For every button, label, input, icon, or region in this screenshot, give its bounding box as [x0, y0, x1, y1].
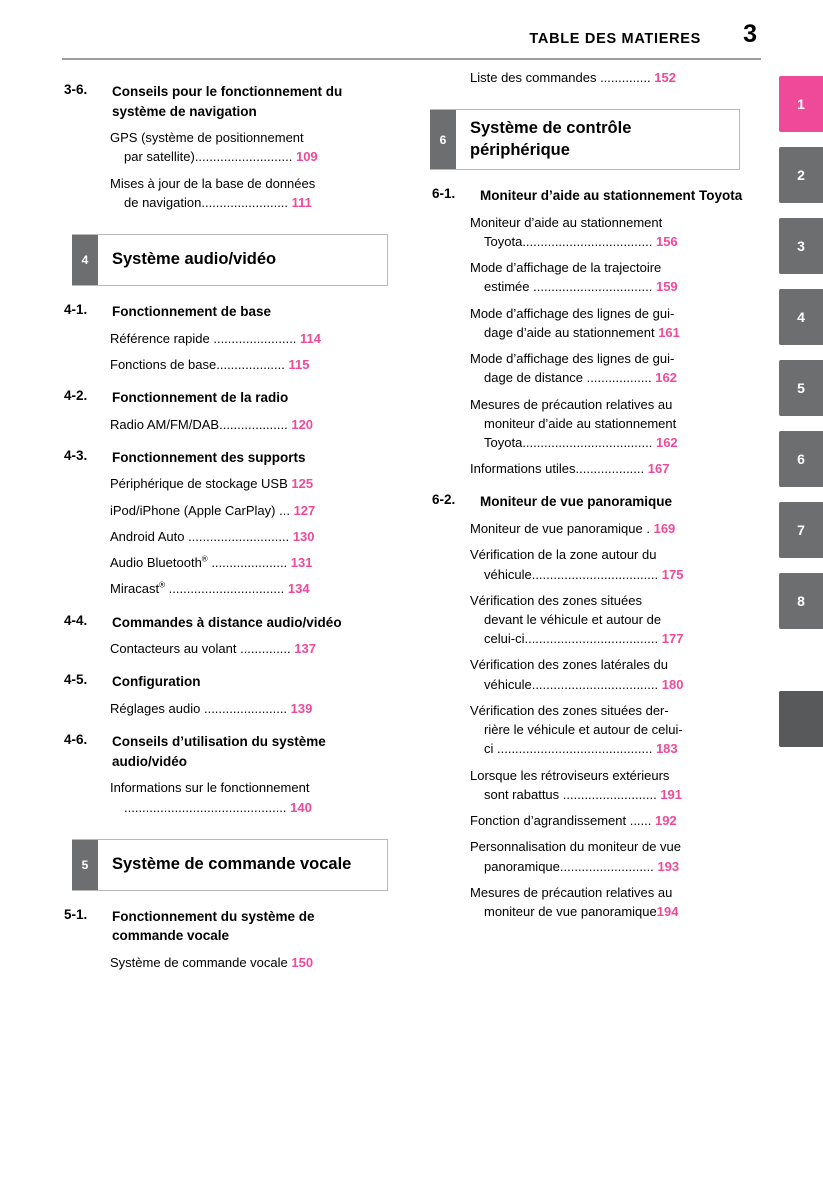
chapter-tab-index[interactable] — [779, 691, 823, 747]
subsection-4-5-number: 4-5. — [64, 672, 88, 688]
leader-dots: .......................... — [559, 786, 657, 802]
toc-entry[interactable] — [470, 258, 756, 296]
leader-dots: ............................ — [184, 528, 290, 544]
chapter-heading-4[interactable] — [72, 234, 388, 286]
subsection-6-1 — [430, 186, 756, 206]
subsection-4-6-title: Conseils d’utilisation du système audio/vidéo — [112, 734, 326, 769]
toc-entry-page[interactable]: 125 — [291, 476, 314, 492]
leader-dots: ................... — [216, 356, 285, 372]
leader-dots: .............. — [236, 641, 291, 657]
toc-entry[interactable] — [470, 655, 756, 693]
toc-entry-page[interactable]: 109 — [295, 149, 318, 165]
toc-entry[interactable] — [110, 474, 388, 493]
toc-entry-text-cont: dage de distance — [484, 370, 584, 386]
toc-entry-page[interactable]: 194 — [656, 904, 679, 920]
subsection-6-1-number: 6-1. — [432, 186, 456, 202]
toc-entry-text: Liste des commandes — [470, 70, 597, 85]
leader-dots: ........................ — [201, 194, 289, 210]
toc-entry-page[interactable]: 177 — [661, 631, 684, 647]
toc-entry-text: Vérification de la zone autour du — [470, 547, 657, 563]
header-divider — [62, 58, 761, 60]
chapter-tab-2-label: 2 — [797, 167, 805, 183]
toc-entry-text-cont: véhicule — [484, 566, 532, 582]
chapter-tab-4-label: 4 — [797, 309, 805, 325]
toc-entry[interactable] — [470, 766, 756, 804]
subsection-5-1-title: Fonctionnement du système de commande vocale — [112, 908, 315, 944]
subsection-4-3 — [62, 448, 388, 468]
chapter-heading-5-number: 5 — [72, 840, 98, 890]
toc-entry[interactable] — [470, 837, 756, 875]
subsection-3-6 — [62, 82, 388, 121]
leader-dots: ................... — [219, 416, 288, 432]
leader-dots: .................. — [583, 370, 652, 386]
leader-dots: .................................... — [522, 233, 653, 249]
subsection-4-4-title: Commandes à distance audio/vidéo — [112, 614, 342, 630]
chapter-tab-1-label: 1 — [797, 96, 805, 112]
toc-entry-text-cont2: Toyota — [484, 435, 523, 451]
subsection-4-6-number: 4-6. — [64, 732, 88, 748]
toc-entry-text: Mesures de précaution relatives au — [470, 884, 673, 900]
subsection-4-2 — [62, 388, 388, 408]
toc-entry-page[interactable]: 162 — [655, 370, 677, 386]
toc-entry[interactable] — [470, 701, 756, 759]
chapter-tab-8[interactable] — [779, 573, 823, 629]
chapter-heading-4-number: 4 — [72, 235, 98, 285]
page-header — [62, 20, 761, 56]
toc-entry-page[interactable]: 140 — [290, 799, 312, 815]
toc-entry-text: GPS (système de positionnement — [110, 130, 304, 146]
toc-entry-text: Miracast® — [110, 581, 166, 597]
toc-entry-text: Référence rapide — [110, 330, 210, 346]
toc-entry-text-cont2: celui-ci — [484, 631, 525, 647]
toc-entry-text: Lorsque les rétroviseurs extérieurs — [470, 767, 670, 783]
toc-entry-text: Vérification des zones situées der- — [470, 702, 669, 718]
toc-entry[interactable] — [470, 591, 756, 649]
toc-entry-page[interactable]: 159 — [655, 279, 678, 295]
toc-entry-page[interactable]: 120 — [291, 416, 314, 432]
toc-entry[interactable] — [470, 68, 756, 87]
toc-entry-page[interactable]: 183 — [655, 741, 678, 757]
subsection-4-2-title: Fonctionnement de la radio — [112, 390, 289, 406]
toc-entry-text: Réglages audio — [110, 700, 201, 716]
subsection-3-6-title: Conseils pour le fonctionnement du système de navigation — [112, 84, 343, 119]
subsection-4-6 — [62, 732, 388, 771]
toc-entry-text-cont: devant le véhicule et autour de — [484, 611, 662, 627]
toc-entry-text: Informations sur le fonctionnement — [110, 780, 310, 796]
subsection-6-2-number: 6-2. — [432, 492, 456, 508]
toc-entry-text: Vérification des zones latérales du — [470, 657, 669, 673]
toc-entry[interactable] — [110, 639, 388, 658]
chapter-tab-rail — [775, 76, 823, 762]
toc-entry-page[interactable]: 115 — [288, 356, 310, 372]
toc-entry[interactable] — [110, 553, 388, 572]
toc-entry[interactable] — [470, 395, 756, 453]
toc-entry-page[interactable]: 111 — [291, 194, 312, 210]
subsection-4-3-title: Fonctionnement des supports — [112, 449, 306, 465]
toc-entry-text: Personnalisation du moniteur de vue — [470, 839, 682, 855]
subsection-6-2 — [430, 492, 756, 512]
leader-dots: ................................ — [165, 581, 285, 597]
toc-entry[interactable] — [110, 174, 388, 212]
toc-entry[interactable] — [470, 883, 756, 921]
leader-dots: ............................................. — [124, 799, 287, 815]
leader-dots: .......................... — [559, 858, 654, 874]
toc-entry-text-cont: par satellite) — [124, 149, 195, 165]
leader-dots: ................................... — [531, 676, 659, 692]
chapter-heading-4-title: Système audio/vidéo — [112, 250, 277, 269]
leader-dots: ..................... — [207, 555, 288, 571]
toc-entry-page[interactable]: 167 — [647, 461, 670, 477]
toc-entry-text: Audio Bluetooth® — [110, 554, 208, 571]
toc-entry-text: Moniteur de vue panoramique — [470, 521, 643, 537]
toc-entry-text-cont: dage d’aide au stationnement — [484, 324, 655, 340]
chapter-tab-2[interactable] — [779, 147, 823, 203]
leader-dots: ....................... — [209, 330, 297, 346]
leader-dots: .............. — [596, 70, 651, 85]
subsection-4-1-number: 4-1. — [64, 302, 88, 318]
toc-entry-text: Radio AM/FM/DAB — [110, 416, 220, 432]
subsection-4-4 — [62, 613, 388, 633]
subsection-4-2-number: 4-2. — [64, 388, 88, 404]
toc-entry[interactable] — [470, 213, 756, 251]
toc-entry-page[interactable]: 134 — [287, 581, 310, 597]
chapter-tab-6-label: 6 — [797, 451, 805, 467]
toc-entry-text: Système de commande vocale — [110, 954, 288, 970]
chapter-tab-3[interactable] — [779, 218, 823, 274]
toc-entry-text: Vérification des zones situées — [470, 592, 642, 608]
toc-entry[interactable] — [110, 128, 388, 166]
leader-dots: ........................... — [194, 149, 293, 165]
toc-entry-page[interactable]: 192 — [655, 813, 677, 829]
toc-entry-text: Android Auto — [110, 528, 185, 544]
leader-dots: ....................... — [200, 700, 288, 716]
toc-entry[interactable] — [470, 349, 756, 387]
toc-entry-page[interactable]: 156 — [655, 233, 678, 249]
subsection-4-1-title: Fonctionnement de base — [112, 304, 272, 320]
leader-dots: ........................................... — [493, 741, 653, 757]
registered-mark: ® — [159, 581, 166, 591]
subsection-3-6-number: 3-6. — [64, 82, 88, 97]
toc-entry[interactable] — [110, 527, 388, 546]
leader-dots: ................................. — [529, 279, 653, 295]
toc-entry-page[interactable]: 191 — [660, 786, 683, 802]
toc-entry-text-cont: moniteur de vue panoramique — [484, 904, 657, 920]
toc-entry-text: Mode d’affichage des lignes de gui- — [470, 351, 675, 367]
toc-entry[interactable] — [110, 415, 388, 434]
subsection-5-1-number: 5-1. — [64, 906, 88, 922]
page-title: TABLE DES MATIERES — [529, 31, 701, 47]
toc-entry[interactable] — [470, 811, 756, 830]
leader-dots: ................................... — [531, 566, 659, 582]
chapter-tab-5-label: 5 — [797, 380, 805, 396]
leader-dots: ..................................... — [524, 631, 659, 647]
toc-entry-page[interactable]: 175 — [661, 566, 684, 582]
chapter-tab-8-label: 8 — [797, 593, 805, 609]
toc-entry[interactable] — [110, 953, 388, 972]
chapter-heading-6-title: Système de contrôle périphérique — [470, 119, 632, 159]
toc-entry-page[interactable]: 137 — [294, 641, 316, 657]
toc-entry-text-cont: moniteur d’aide au stationnement — [484, 415, 677, 431]
leader-dots: ... — [275, 502, 290, 518]
leader-dots: . — [642, 521, 650, 537]
subsection-4-5-title: Configuration — [112, 674, 201, 690]
toc-entry[interactable] — [470, 519, 756, 538]
chapter-tab-6[interactable] — [779, 431, 823, 487]
toc-left-column — [62, 68, 388, 972]
toc-entry-text: Périphérique de stockage USB — [110, 476, 288, 492]
chapter-tab-1[interactable] — [779, 76, 823, 132]
toc-entry-page[interactable]: 152 — [654, 70, 676, 85]
toc-entry-page[interactable]: 161 — [658, 324, 680, 340]
chapter-heading-6[interactable] — [430, 109, 740, 170]
subsection-6-1-title: Moniteur d’aide au stationnement Toyota — [480, 188, 743, 204]
leader-dots: .................................... — [522, 435, 653, 451]
subsection-4-4-number: 4-4. — [64, 612, 88, 628]
chapter-heading-5[interactable] — [72, 839, 388, 891]
toc-entry-text-cont: panoramique — [484, 858, 560, 874]
toc-entry-page[interactable]: 130 — [292, 528, 315, 544]
toc-entry[interactable] — [110, 579, 388, 598]
toc-entry[interactable] — [110, 501, 388, 520]
toc-right-column — [430, 68, 756, 921]
toc-entry-text: Mises à jour de la base de données — [110, 175, 316, 191]
toc-entry-text-cont: véhicule — [484, 676, 532, 692]
toc-entry-page[interactable]: 127 — [293, 502, 316, 518]
subsection-6-2-title: Moniteur de vue panoramique — [480, 494, 673, 510]
toc-entry-text-cont: Toyota — [484, 233, 523, 249]
subsection-4-3-number: 4-3. — [64, 447, 88, 463]
toc-entry-text-cont: de navigation — [124, 194, 202, 210]
toc-entry-page[interactable]: 162 — [655, 435, 678, 451]
toc-entry-text: iPod/iPhone (Apple CarPlay) — [110, 502, 276, 518]
toc-entry-page[interactable]: 114 — [300, 330, 322, 346]
toc-entry-text-cont: sont rabattus — [484, 786, 560, 802]
toc-entry-page[interactable]: 139 — [290, 700, 313, 716]
toc-entry[interactable] — [110, 355, 388, 374]
toc-entry-page[interactable]: 169 — [653, 521, 676, 537]
subsection-4-5 — [62, 672, 388, 692]
chapter-heading-6-number: 6 — [430, 110, 456, 169]
toc-entry-text: Contacteurs au volant — [110, 641, 237, 657]
leader-dots: ................... — [575, 461, 645, 477]
toc-entry-text: Mode d’affichage des lignes de gui- — [470, 305, 675, 321]
chapter-tab-3-label: 3 — [797, 238, 805, 254]
toc-entry[interactable] — [470, 545, 756, 583]
toc-entry-page[interactable]: 180 — [661, 676, 684, 692]
registered-mark: ® — [201, 554, 208, 564]
toc-entry-text: Fonctions de base — [110, 356, 217, 372]
toc-entry-page[interactable]: 131 — [290, 555, 313, 571]
toc-entry-text: Mesures de précaution relatives au — [470, 396, 673, 412]
toc-entry-text-cont: estimée — [484, 279, 530, 295]
toc-entry-text-cont2: ci — [484, 741, 494, 757]
page-number: 3 — [743, 20, 757, 48]
toc-entry[interactable] — [110, 699, 388, 718]
chapter-tab-7-label: 7 — [797, 522, 805, 538]
subsection-5-1 — [62, 907, 388, 946]
toc-entry-text-cont: rière le véhicule et autour de celui- — [484, 722, 683, 738]
toc-entry-page[interactable]: 150 — [291, 954, 314, 970]
toc-entry-text: Fonction d’agrandissement — [470, 813, 627, 829]
toc-entry-page[interactable]: 193 — [657, 858, 680, 874]
toc-entry[interactable] — [110, 778, 388, 816]
toc-entry[interactable] — [470, 304, 756, 342]
chapter-tab-5[interactable] — [779, 360, 823, 416]
toc-entry[interactable] — [110, 329, 388, 348]
chapter-tab-7[interactable] — [779, 502, 823, 558]
toc-entry-text: Moniteur d’aide au stationnement — [470, 214, 663, 230]
chapter-heading-5-title: Système de commande vocale — [112, 855, 352, 874]
chapter-tab-4[interactable] — [779, 289, 823, 345]
subsection-4-1 — [62, 302, 388, 322]
toc-entry-text: Mode d’affichage de la trajectoire — [470, 260, 662, 276]
leader-dots: ...... — [626, 813, 652, 829]
toc-entry[interactable] — [470, 459, 756, 478]
toc-entry-text: Informations utiles — [470, 461, 576, 477]
